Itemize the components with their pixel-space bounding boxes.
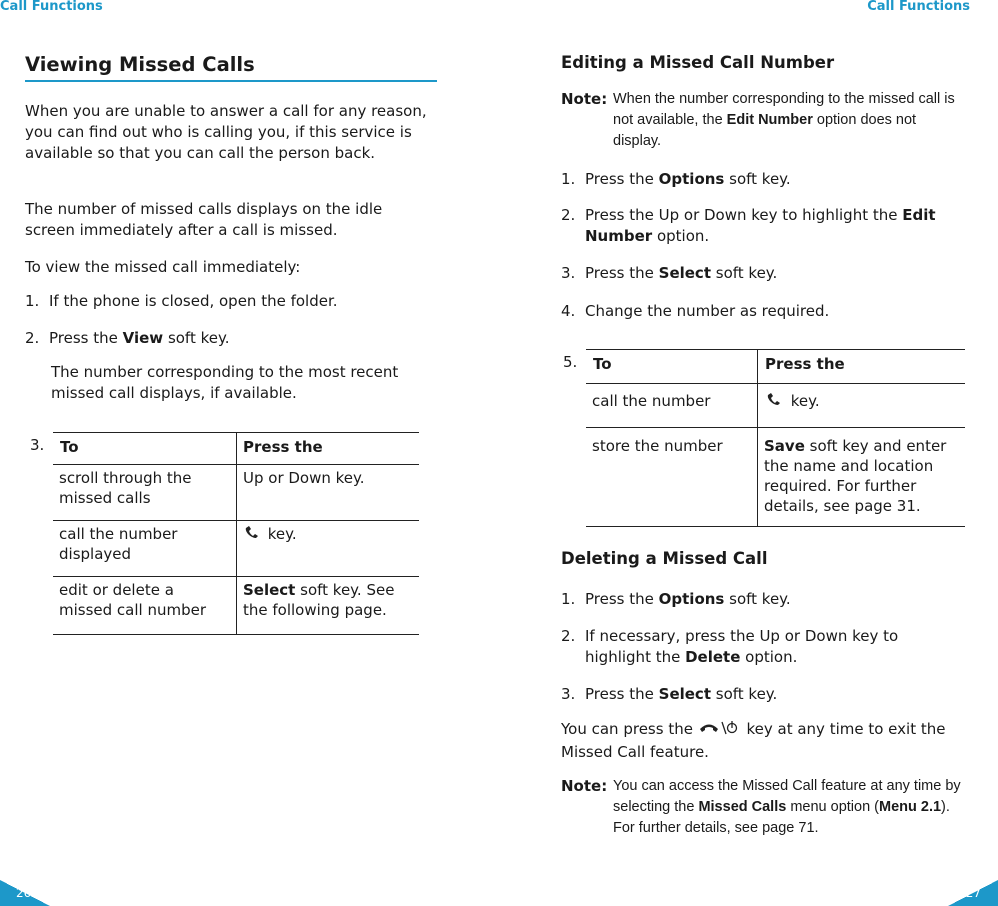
cell-to: edit or delete a missed call number bbox=[53, 577, 237, 635]
step-number: 1. bbox=[561, 170, 576, 188]
col-press: Press the bbox=[243, 438, 323, 456]
col-to: To bbox=[53, 433, 237, 465]
options-key-label: Options bbox=[658, 170, 725, 188]
step-number: 2. bbox=[561, 206, 576, 224]
step-text: soft key. bbox=[711, 685, 778, 703]
select-key-label: Select bbox=[658, 685, 711, 703]
delete-step-2 bbox=[561, 626, 961, 668]
table-row bbox=[53, 521, 419, 577]
step-3-number: 3. bbox=[30, 436, 45, 454]
cell-press-text: soft key. See the following page. bbox=[243, 581, 395, 619]
step-text: option. bbox=[652, 227, 710, 245]
table-row bbox=[586, 428, 965, 527]
table-header bbox=[53, 433, 419, 465]
note-text: When the number corresponding to the missed call is not available, the bbox=[613, 91, 955, 128]
exit-text: You can press the bbox=[561, 720, 698, 738]
select-key-label: Select bbox=[658, 264, 711, 282]
intro-paragraph: When you are unable to answer a call for any reason, you can find out who is calling you, if this service is available so that you can call the person back. bbox=[25, 102, 427, 162]
step-text: Press the bbox=[585, 264, 659, 282]
note-colon: : bbox=[601, 777, 608, 795]
options-table-right bbox=[586, 349, 965, 527]
step-text: Press the Up or Down key to highlight the bbox=[585, 206, 903, 224]
page-number-badge-left bbox=[0, 880, 50, 906]
delete-option-label: Delete bbox=[685, 648, 741, 666]
step-text: Change the number as required. bbox=[585, 302, 830, 320]
save-key-label: Save bbox=[764, 437, 805, 455]
cell-to: store the number bbox=[586, 428, 758, 527]
send-key-icon bbox=[764, 392, 786, 413]
step-number: 3. bbox=[561, 264, 576, 282]
select-key-label: Select bbox=[243, 581, 296, 599]
running-head-right: Call Functions bbox=[867, 0, 970, 14]
cell-press bbox=[758, 428, 966, 527]
note-text: You can access the Missed Call feature at any time by selecting the bbox=[613, 778, 961, 815]
step-number: 4. bbox=[561, 302, 576, 320]
step-number: 2. bbox=[561, 627, 576, 645]
step-number: 2. bbox=[25, 329, 40, 347]
cell-to: call the number bbox=[586, 384, 758, 428]
exit-paragraph bbox=[561, 719, 971, 763]
page-number-badge-right bbox=[948, 880, 998, 906]
cell-to: scroll through the missed calls bbox=[53, 465, 237, 521]
step-text: If the phone is closed, open the folder. bbox=[49, 292, 338, 310]
cell-press bbox=[237, 577, 420, 635]
step-number: 3. bbox=[561, 685, 576, 703]
end-power-key-icon bbox=[698, 720, 742, 742]
step-text: Press the bbox=[585, 170, 659, 188]
running-head-left: Call Functions bbox=[0, 0, 103, 14]
table-header bbox=[586, 350, 965, 384]
table-row bbox=[53, 577, 419, 635]
step-2-detail: The number corresponding to the most recent missed call displays, if available. bbox=[51, 363, 399, 402]
edit-step-2 bbox=[561, 205, 965, 247]
cell-press bbox=[758, 384, 966, 428]
step-1 bbox=[25, 291, 435, 312]
menu-number-label: Menu 2.1 bbox=[879, 799, 942, 815]
missed-calls-label: Missed Calls bbox=[698, 799, 787, 815]
cell-to: call the number displayed bbox=[53, 521, 237, 577]
col-press: Press the bbox=[765, 355, 845, 373]
edit-number-label: Edit Number bbox=[726, 112, 813, 128]
step-text: If necessary, press the Up or Down key to highlight the bbox=[585, 627, 899, 666]
note-body bbox=[613, 89, 968, 152]
step-text: soft key. bbox=[711, 264, 778, 282]
table-row bbox=[586, 384, 965, 428]
delete-step-1 bbox=[561, 589, 971, 610]
delete-step-3 bbox=[561, 684, 971, 705]
step-number: 1. bbox=[561, 590, 576, 608]
edit-step-3 bbox=[561, 263, 971, 284]
step-5-number: 5. bbox=[563, 353, 578, 371]
cell-press-text: key. bbox=[263, 525, 297, 543]
exit-text: key at any time to exit the Missed Call feature. bbox=[561, 720, 946, 761]
page-number-right: 27 bbox=[965, 886, 981, 900]
idle-paragraph: The number of missed calls displays on the idle screen immediately after a call is missed. bbox=[25, 200, 383, 239]
view-key-label: View bbox=[122, 329, 164, 347]
note-label: Note bbox=[561, 777, 602, 795]
note-colon: : bbox=[601, 90, 608, 108]
view-intro: To view the missed call immediately: bbox=[25, 258, 301, 276]
cell-press-text: key. bbox=[786, 392, 820, 410]
step-text: option. bbox=[740, 648, 798, 666]
step-text: soft key. bbox=[163, 329, 230, 347]
note-label: Note bbox=[561, 90, 602, 108]
options-key-label: Options bbox=[658, 590, 725, 608]
delete-heading: Deleting a Missed Call bbox=[561, 549, 768, 568]
step-text: Press the bbox=[585, 590, 659, 608]
note-text: option does not display. bbox=[613, 112, 917, 149]
step-text: Press the bbox=[585, 685, 659, 703]
col-to: To bbox=[586, 350, 758, 384]
title-rule bbox=[25, 80, 437, 82]
cell-press: Up or Down key. bbox=[243, 469, 365, 487]
note-text: menu option ( bbox=[786, 799, 879, 815]
edit-heading: Editing a Missed Call Number bbox=[561, 53, 835, 72]
note-access bbox=[561, 776, 971, 836]
step-text: Press the bbox=[49, 329, 123, 347]
step-2 bbox=[25, 328, 435, 349]
send-key-icon bbox=[243, 525, 263, 546]
step-number: 1. bbox=[25, 292, 40, 310]
note-text: ). For further details, see page 71. bbox=[613, 799, 950, 836]
edit-number-label: Edit Number bbox=[585, 206, 936, 245]
table-row bbox=[53, 465, 419, 521]
note-edit bbox=[561, 89, 971, 149]
cell-press-text: soft key and enter the name and location required. For further details, see page 31. bbox=[764, 437, 947, 515]
edit-step-4 bbox=[561, 301, 971, 322]
cell-press bbox=[237, 521, 420, 577]
note-body bbox=[613, 776, 963, 839]
page-title: Viewing Missed Calls bbox=[25, 53, 255, 76]
page-number-left: 26 bbox=[16, 886, 32, 900]
step-text: soft key. bbox=[724, 170, 791, 188]
step-text: soft key. bbox=[724, 590, 791, 608]
edit-step-1 bbox=[561, 169, 971, 190]
options-table-left bbox=[53, 432, 419, 635]
